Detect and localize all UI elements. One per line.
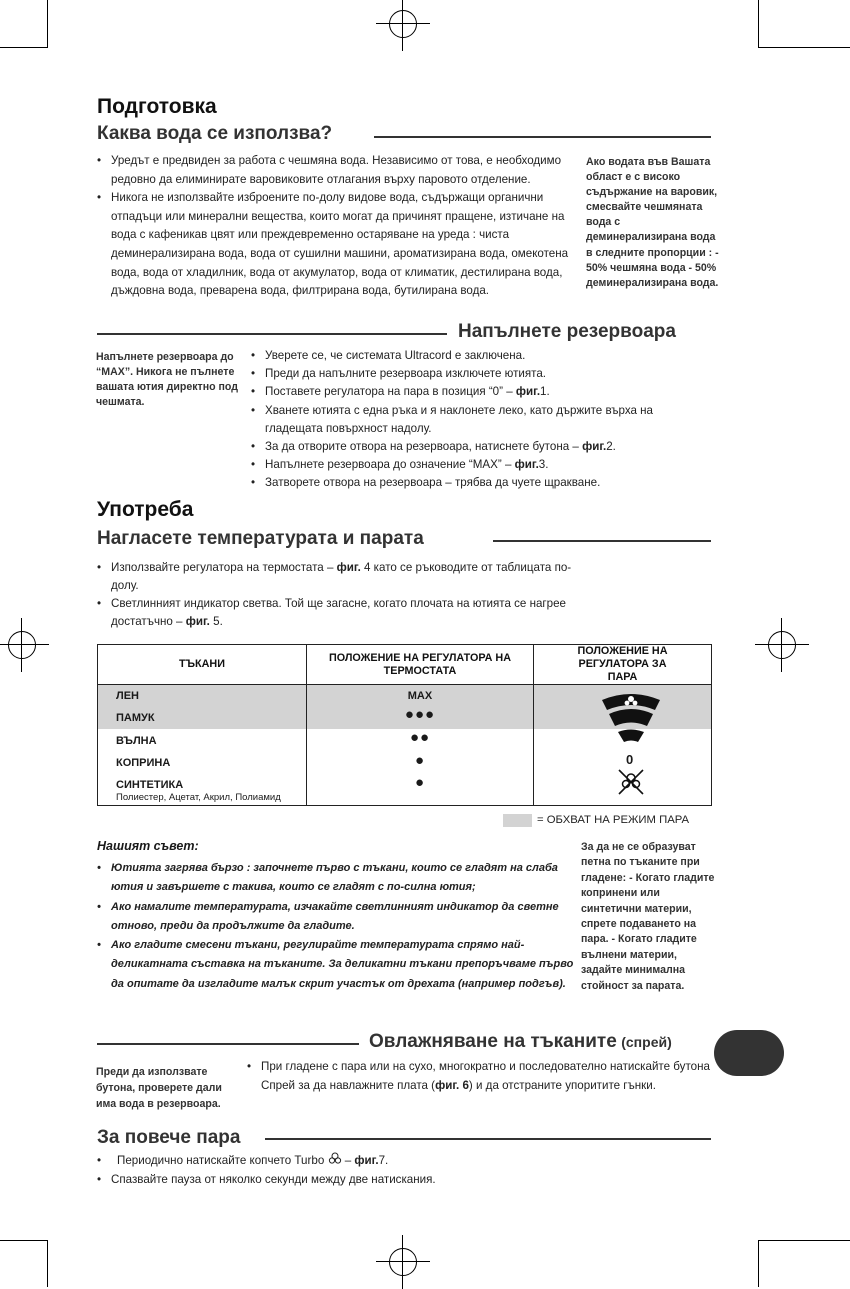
figure-ref: фиг.: [515, 385, 541, 399]
steam-cell: [534, 685, 712, 806]
setting-dots: ●: [414, 774, 426, 791]
side-note-fill: Напълнете резервоара до “MAX”. Никога не пълнете вашата ютия директно под чешмата.: [96, 351, 238, 409]
list-item: [251, 456, 713, 474]
crop-mark: [47, 1240, 48, 1287]
list-text: ) и да отстраните упоритите гънки.: [468, 1078, 656, 1092]
list-item: [251, 402, 713, 438]
tips-list: [97, 859, 575, 994]
turbo-icon: [328, 1152, 342, 1165]
table-header: ПОЛОЖЕНИЕ НА РЕГУЛАТОРА НА ТЕРМОСТАТА: [307, 645, 534, 685]
section-title-water: Каква вода се използва?: [97, 123, 333, 144]
figure-number: 3.: [538, 458, 549, 472]
setting-dots: ●●: [409, 729, 431, 746]
registration-mark: [8, 631, 36, 659]
legend-text: = ОБХВАТ НА РЕЖИМ ПАРА: [537, 814, 690, 826]
list-item: [251, 383, 713, 401]
separator: –: [344, 1154, 355, 1167]
list-text: 4 като се ръководите от таблицата по-долу.: [111, 561, 572, 592]
fabric-table: [97, 644, 712, 806]
list-text: Уверете се, че системата Ultracord е заключена.: [265, 349, 526, 362]
steam-zero-label: 0: [626, 752, 634, 767]
figure-number: 2.: [606, 440, 616, 454]
list-text: Поставете регулатора на пара в позиция “0” –: [265, 385, 516, 399]
list-item: [247, 1058, 713, 1095]
figure-ref: фиг.: [185, 615, 210, 628]
fabric-name: ВЪЛНА: [116, 735, 157, 747]
list-text: Затворете отвора на резервоара – трябва да чуете щракване.: [265, 476, 601, 490]
steam-list: [97, 1152, 697, 1189]
steam-scale-icon: [600, 688, 662, 748]
fabric-cell: [98, 685, 307, 806]
section-title-fill: Напълнете резервоара: [458, 321, 676, 342]
list-item: [97, 559, 577, 595]
temp-list: [97, 559, 577, 631]
crop-mark: [0, 1240, 48, 1241]
thermostat-cell: [307, 685, 534, 806]
legend-swatch: [503, 814, 532, 827]
registration-mark: [389, 1248, 417, 1276]
figure-ref: фиг.: [582, 440, 607, 454]
crop-mark: [47, 0, 48, 48]
list-item: [251, 365, 713, 383]
side-note-water: Ако водата във Вашата област е с високо съдържание на варовик, смесвайте чешмяната вода с деминерализирана вода в следните пропорции : - 50% чешмяна вода - 50% деминерализирана вода.: [586, 156, 719, 289]
figure-ref: фиг.: [354, 1154, 379, 1167]
list-item: • Уредът е предвиден за работа с чешмяна вода. Независимо от това, е необходимо редовно да елиминирате варовиковите отлагания върху паровото отделение.: [97, 152, 575, 189]
registration-mark: [389, 10, 417, 38]
list-item: [251, 438, 713, 456]
list-item: • Ако гладите смесени тъкани, регулирайте температурата спрямо най-деликатната съставка на тъканите. За деликатни тъкани препоръчваме първо да опитате да изгладите малък скрит участък от дрехата (например подгъв).: [97, 936, 575, 994]
page-title: Подготовка: [97, 95, 217, 118]
crop-mark: [758, 0, 759, 48]
list-text: Използвайте регулатора на термостата –: [111, 561, 337, 574]
setting-max: MAX: [407, 690, 433, 702]
figure-ref: фиг. 6: [435, 1078, 469, 1092]
list-text: Напълнете резервоара до означение “MAX” –: [265, 458, 515, 472]
figure-ref: фиг.: [514, 458, 539, 472]
crop-mark: [758, 47, 850, 48]
section-title: Овлажняване на тъканите: [369, 1031, 617, 1052]
crop-mark: [758, 1240, 759, 1287]
section-title-steam: За повече пара: [97, 1127, 241, 1148]
fabric-name: СИНТЕТИКА: [116, 779, 184, 791]
setting-dots: ●: [414, 752, 426, 769]
list-item: [251, 347, 713, 365]
spray-list: [247, 1058, 713, 1095]
list-text: За да отворите отвора на резервоара, натиснете бутона –: [265, 440, 583, 454]
table-header: ТЪКАНИ: [98, 645, 307, 685]
table-header: ПОЛОЖЕНИЕ НА РЕГУЛАТОРА ЗА ПАРА: [534, 645, 712, 685]
section-title-suffix: (спрей): [621, 1034, 672, 1050]
list-item: [251, 474, 713, 492]
registration-mark: [768, 631, 796, 659]
list-text: Периодично натискайте копчето Turbo: [117, 1154, 328, 1167]
fill-list: [251, 347, 713, 493]
list-item: [97, 595, 577, 631]
list-text: Светлинният индикатор светва. Той ще загасне, когато плочата на ютията се нагрее достатъчно –: [111, 597, 567, 628]
crop-mark: [758, 1240, 850, 1241]
list-item: • Спазвайте пауза от няколко секунди между две натискания.: [97, 1171, 697, 1190]
side-note-spray: Преди да използвате бутона, проверете дали има вода в резервоара.: [96, 1066, 222, 1110]
list-item: [97, 1152, 697, 1171]
list-item: • Никога не използвайте изброените по-долу видове вода, съдържащи органични отпадъци или минерални вещества, които могат да причинят пращене, изтичане на вода с кафеникав цвят или преждевременно остаряване на уреда : чиста деминерализирана вода, вода от сушилни машини, ароматизирана вода, омекотена вода, вода от хладилник, вода от акумулатор, вода от климатик, дестилирана вода, дъждовна вода, преварена вода, филтрирана вода, бутилирана вода.: [97, 189, 575, 301]
section-rule: [97, 333, 447, 335]
section-rule: [493, 540, 711, 542]
fabric-name: ПАМУК: [116, 712, 155, 724]
figure-ref: фиг.: [336, 561, 361, 574]
list-text: Преди да напълните резервоара изключете ютията.: [265, 367, 547, 381]
fabric-name: ЛЕН: [116, 690, 139, 702]
tips-title: Нашият съвет:: [97, 839, 199, 853]
list-item: • Ютията загрява бързо : започнете първо с тъкани, които се гладят на слаба ютия и завършете с такива, които се гладят с по-силна ютия;: [97, 859, 575, 898]
fabric-name: КОПРИНА: [116, 757, 171, 769]
figure-number: 7.: [378, 1154, 389, 1167]
list-item: • Ако намалите температурата, изчакайте светлинният индикатор да светне отново, преди да продължите да гладите.: [97, 898, 575, 937]
figure-number: 1.: [540, 385, 550, 399]
side-note-tips: За да не се образуват петна по тъканите при гладене: - Когато гладите копринени или синтетични материи, спрете подаването на пара. - Когато гладите вълнени материи, задайте минимална стойност за парата.: [581, 841, 715, 992]
section-rule: [97, 1043, 359, 1045]
list-text: При гладене с пара или на сухо, многократно и последователно натискайте бутона Спрей за да навлажните плата (: [261, 1060, 710, 1092]
setting-dots: ●●●: [404, 706, 436, 723]
list-text: Хванете ютията с една ръка и я наклонете леко, като държите върха на гладещата повърхност надолу.: [265, 403, 654, 435]
section-title-temp: Нагласете температурата и парата: [97, 528, 424, 549]
section-title-spray: [369, 1031, 672, 1053]
page-tab: [714, 1030, 784, 1076]
fabric-note: Полиестер, Ацетат, Акрил, Полиамид: [116, 792, 281, 803]
section-rule: [265, 1138, 711, 1140]
crop-mark: [0, 47, 48, 48]
section-rule: [374, 136, 711, 138]
no-steam-icon: [616, 768, 646, 796]
list-text: 5.: [209, 615, 223, 628]
water-list: [97, 152, 575, 301]
page-title-usage: Употреба: [97, 498, 194, 521]
